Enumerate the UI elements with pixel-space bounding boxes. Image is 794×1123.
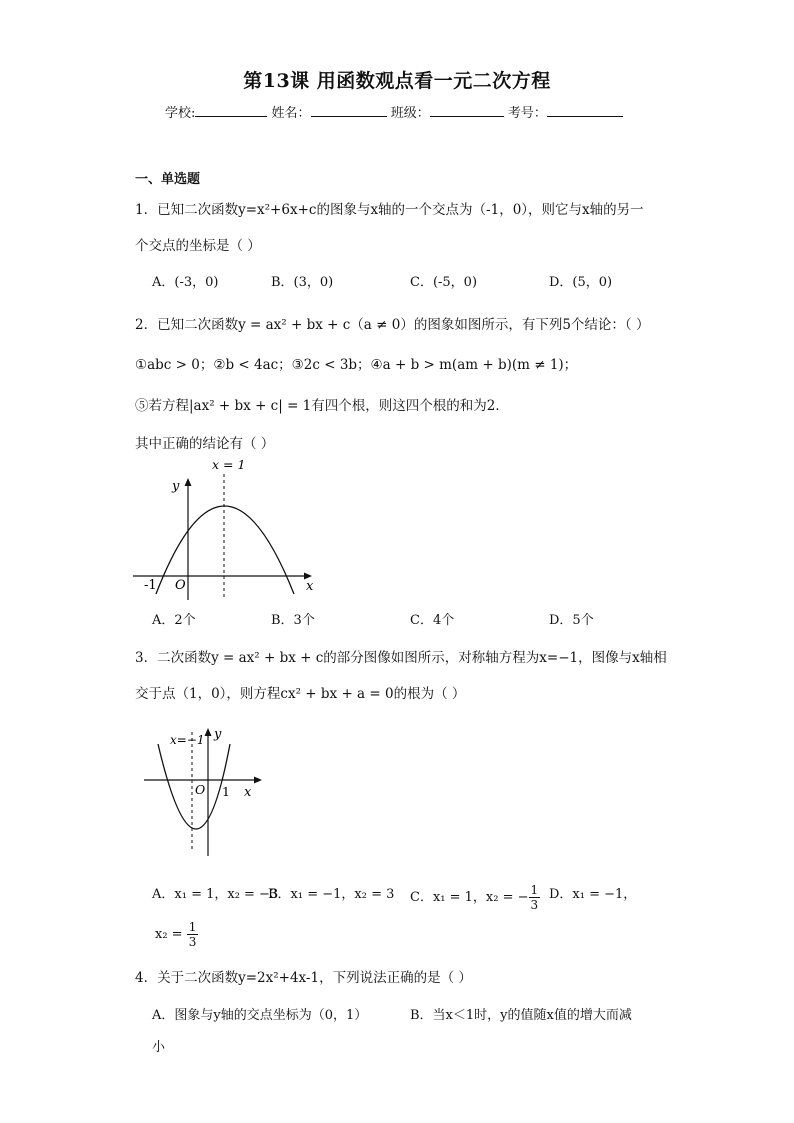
q3-stem-line2: 交于点（1，0），则方程cx² + bx + a = 0的根为（ ）	[135, 686, 466, 702]
q4-option-b-cont: 小	[152, 1040, 166, 1055]
neg-one-label: -1	[144, 578, 157, 593]
fraction-denominator: 3	[188, 935, 197, 949]
page-title: 第13课 用函数观点看一元二次方程	[243, 70, 551, 92]
q2-option-d: D．5个	[549, 613, 594, 628]
q3-option-d-fraction	[187, 920, 199, 949]
origin-label: O	[195, 782, 206, 797]
q2-parabola-figure	[128, 452, 328, 602]
symmetry-label: x = 1	[212, 457, 246, 472]
x-label: x	[306, 579, 314, 594]
y-axis-arrow-icon	[185, 478, 192, 486]
q1-option-a: A．(-3，0)	[152, 275, 219, 290]
symmetry-label: x=−1	[170, 733, 205, 747]
q3-option-b: B．x₁ = −1，x₂ = 3	[268, 887, 395, 902]
q4-option-a: A．图象与y轴的交点坐标为（0，1）	[152, 1008, 368, 1023]
student-info-row	[165, 102, 623, 121]
q1-stem-line2: 个交点的坐标是（ ）	[135, 238, 261, 254]
q2-question: 其中正确的结论有（ ）	[135, 436, 275, 452]
q4-stem: 4．关于二次函数y=2x²+4x-1，下列说法正确的是（ ）	[135, 970, 472, 986]
y-label: y	[172, 479, 180, 494]
class-blank	[430, 102, 504, 117]
q3-option-c	[410, 883, 540, 912]
q2-conclusions-1-4: ①abc > 0；②b < 4ac；③2c < 3b；④a + b > m(am + b)(m ≠ 1)；	[135, 357, 578, 373]
q3-option-c-text: C．x₁ = 1，x₂ = −	[410, 890, 529, 905]
q1-option-c: C．(-5，0)	[410, 275, 478, 290]
x-axis-arrow-icon	[254, 777, 262, 784]
section-heading: 一、单选题	[135, 172, 201, 187]
school-blank	[195, 102, 267, 117]
x-label: x	[244, 785, 252, 800]
school-label: 学校:	[165, 106, 196, 121]
q2-option-c: C．4个	[410, 613, 455, 628]
q2-option-a: A．2个	[152, 613, 196, 628]
q1-stem-line1: 1．已知二次函数y=x²+6x+c的图象与x轴的一个交点为（-1，0），则它与x轴的另一	[135, 202, 644, 218]
q3-parabola-figure	[140, 724, 270, 859]
parabola-curve	[158, 744, 230, 829]
q2-option-b: B．3个	[271, 613, 315, 628]
origin-label: O	[175, 578, 186, 593]
exam-no-blank	[547, 102, 623, 117]
fraction-numerator: 1	[530, 883, 539, 897]
q3-option-a: A．x₁ = 1，x₂ = −3	[152, 887, 279, 902]
y-label: y	[214, 727, 222, 742]
fraction-numerator: 1	[188, 920, 197, 934]
q3-option-c-fraction	[529, 883, 541, 912]
q2-stem-line1: 2．已知二次函数y = ax² + bx + c（a ≠ 0）的图象如图所示，有下列5个结论：（ ）	[135, 317, 650, 333]
q1-option-d: D．(5，0)	[549, 275, 613, 290]
q3-stem-line1: 3．二次函数y = ax² + bx + c的部分图像如图所示，对称轴方程为x=−1，图像与x轴相	[135, 650, 667, 666]
exam-no-label: 考号：	[507, 106, 547, 121]
q1-option-b: B．(3，0)	[271, 275, 334, 290]
name-label: 姓名：	[271, 106, 311, 121]
q3-option-d: D．x₁ = −1，	[549, 887, 637, 902]
q3-option-d-cont	[155, 920, 198, 949]
name-blank	[311, 102, 387, 117]
class-label: 班级：	[390, 106, 430, 121]
q3-option-d-text: x₂ =	[155, 927, 183, 942]
q2-conclusion-5: ⑤若方程|ax² + bx + c| = 1有四个根，则这四个根的和为2．	[135, 398, 509, 414]
one-label: 1	[222, 784, 230, 799]
y-axis-arrow-icon	[205, 728, 212, 736]
q4-option-b: B．当x＜1时，y的值随x值的增大而减	[410, 1008, 632, 1023]
fraction-denominator: 3	[530, 898, 539, 912]
